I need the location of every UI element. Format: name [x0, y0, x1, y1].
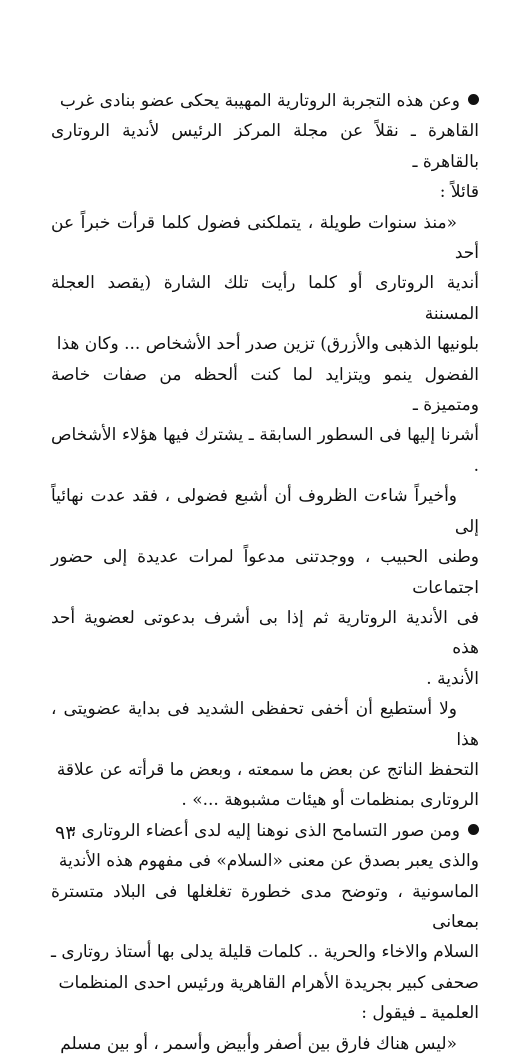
page-number: ٩٣	[55, 822, 76, 844]
bullet-icon	[468, 824, 479, 835]
paragraph-5-text: ومن صور التسامح الذى نوهنا إليه لدى أعضاء الروتارى ، والذى يعبر بصدق عن معنى «السلام» فى مفهوم هذه الأندية الماسونية ، وتوضح مدى خطورة تغلغلها فى البلاد متسترة بمعانى السلام والاخاء والحرية .. كلمات قليلة يدلى بها أستاذ روتارى ـ صحفى كبير بجريدة الأهرام القاهرية ورئيس احدى المنظمات العلمية ـ فيقول :	[51, 820, 479, 1024]
paragraph-5	[51, 816, 479, 1029]
paragraph-2	[51, 208, 479, 482]
body-text	[51, 86, 479, 1059]
paragraph-6	[51, 1029, 479, 1059]
paragraph-1	[51, 86, 479, 208]
bullet-icon	[468, 94, 479, 105]
paragraph-3	[51, 481, 479, 694]
paragraph-6-text: «ليس هناك فارق بين أصفر وأبيض وأسمر ، أو بين مسلم	[60, 1033, 457, 1054]
paragraph-1-text: وعن هذه التجربة الروتارية المهيبة يحكى عضو بنادى غرب القاهرة ـ نقلاً عن مجلة المركز الرئيس لأندية الروتارى بالقاهرة ـ قائلاً :	[51, 91, 479, 203]
paragraph-3-text: وأخيراً شاءت الظروف أن أشبع فضولى ، فقد عدت نهائياً إلى وطنى الحبيب ، ووجدتنى مدعواً لمرات عديدة إلى حضور اجتماعات فى الأندية الروتارية ثم إذا بى أشرف بدعوتى لعضوية أحد هذه الأندية .	[51, 486, 479, 689]
paragraph-2-text: «منذ سنوات طويلة ، يتملكنى فضول كلما قرأت خبراً عن أحد أندية الروتارى أو كلما رأيت تلك الشارة (يقصد العجلة المسننة بلونيها الذهبى والأزرق) تزين صدر أحد الأشخاص ... وكان هذا الفضول ينمو ويتزايد لما كنت ألحظه من صفات خاصة ومتميزة ـ أشرنا إليها فى السطور السابقة ـ يشترك فيها هؤلاء الأشخاص .	[51, 212, 479, 476]
paragraph-4-text: ولا أستطيع أن أخفى تحفظى الشديد فى بداية عضويتى ، هذا التحفظ الناتج عن بعض ما سمعته ، وبعض ما قرأته عن علاقة الروتارى بمنظمات أو هيئات مشبوهة ...» .	[51, 699, 479, 811]
paragraph-4	[51, 694, 479, 816]
